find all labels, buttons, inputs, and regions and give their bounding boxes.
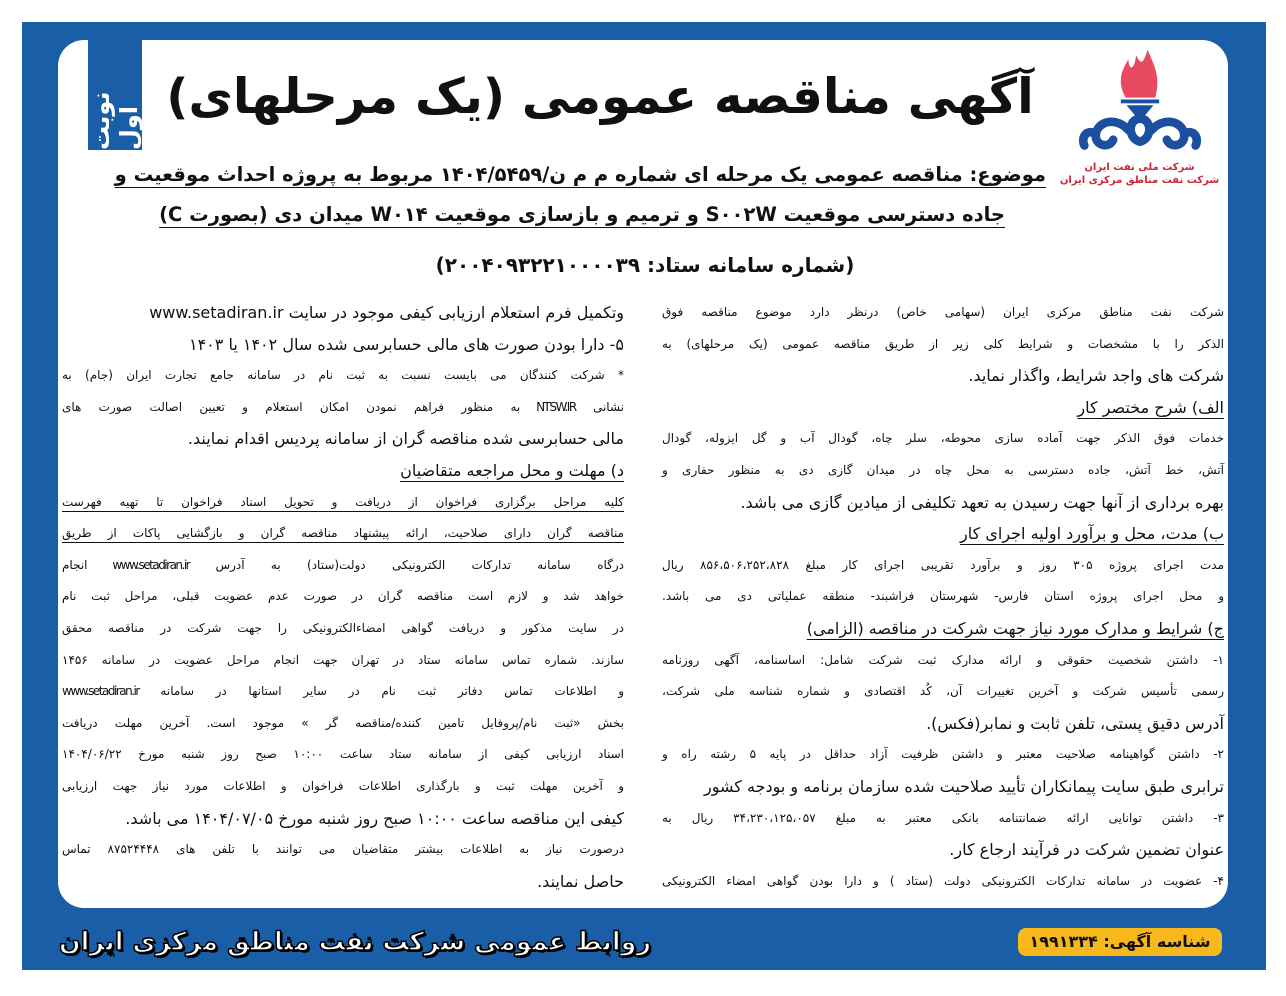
text-line-content: ۵- دارا بودن صورت های مالی حسابرسی شده سال ۱۴۰۲ یا ۱۴۰۳ [188, 334, 624, 354]
ad-id-badge: شناسه آگهی: ۱۹۹۱۳۳۴ [1018, 928, 1222, 956]
subject-line-2: جاده دسترسی موقعیت S۰۰۲W و ترمیم و بازسازی موقعیت W۰۱۴ میدان دی (بصورت C) [159, 203, 1005, 226]
text-line-content: بخش «ثبت نام/پروفایل تامین کننده/مناقصه گر » موجود است. آخرین مهلت دریافت [62, 715, 624, 730]
text-line [662, 834, 1224, 866]
text-line [62, 866, 624, 898]
logo-line-1: شرکت ملی نفت ایران [1084, 162, 1195, 173]
footer-public-relations: روابط عمومی شرکت نفت مناطق مرکزی ایران [58, 927, 652, 957]
company-logo [1052, 42, 1227, 192]
text-line-content: بهره برداری از آنها جهت رسیدن به تعهد تکلیفی از میادین گازی می باشد. [740, 492, 1224, 512]
text-line [62, 803, 624, 835]
text-line [662, 550, 1224, 582]
text-line [662, 866, 1224, 898]
text-line-content: وتکمیل فرم استعلام ارزیابی کیفی موجود در سایت www.setadiran.ir [149, 303, 624, 322]
text-line-content: الف) شرح مختصر کار [1077, 397, 1224, 417]
text-line-content: نشانی NTSW.IR به منظور فراهم نمودن امکان استعلام و تعیین اصالت صورت های [62, 399, 625, 414]
text-line [662, 297, 1224, 329]
logo-line-2: شرکت نفت مناطق مرکزی ایران [1059, 175, 1220, 186]
text-line-content: آدرس دقیق پستی، تلفن ثابت و نمابر(فکس). [926, 713, 1224, 733]
text-line [662, 739, 1224, 771]
text-line-content: در سایت مذکور و دریافت گواهی امضاءالکترونیکی را جهت شرکت در مناقصه محقق [62, 620, 624, 635]
text-line-content: درگاه سامانه تدارکات الکترونیکی دولت(ستاد) به آدرس www.setadiran.ir انجام [62, 557, 624, 572]
text-line-content: شرکت نفت مناطق مرکزی ایران (سهامی خاص) درنظر دارد موضوع مناقصه فوق [662, 305, 1224, 319]
text-line [62, 518, 624, 550]
text-line-content: ۴- عضویت در سامانه تدارکات الکترونیکی دولت (ستاد ) و دارا بودن گواهی امضاء الکترونیکی [662, 873, 1224, 888]
text-line-content: کلیه مراحل برگزاری فراخوان از دریافت و تحویل اسناد فراخوان تا تهیه فهرست [62, 494, 624, 509]
text-line [662, 771, 1224, 803]
text-line [662, 676, 1224, 708]
text-line-content: ۲- داشتن گواهینامه صلاحیت معتبر و داشتن ظرفیت آزاد حداقل در پایه ۵ رشته راه و [662, 747, 1224, 762]
text-line-content: خواهد شد و لازم است مناقصه گران در صورت عدم عضویت قبلی، مراحل ثبت نام [62, 589, 624, 604]
text-line-content: مالی حسابرسی شده مناقصه گران از سامانه پردیس اقدام نمایند. [187, 429, 624, 449]
text-line [662, 392, 1224, 424]
text-line [662, 613, 1224, 645]
text-line-content: و محل اجرای پروژه استان فارس- شهرستان فراشبند- منطقه عملیاتی دی می باشد. [662, 589, 1224, 604]
text-line [62, 297, 624, 329]
nioc-flame-logo-icon [1070, 42, 1210, 157]
text-line [62, 739, 624, 771]
text-line [62, 581, 624, 613]
text-line-content: د) مهلت و محل مراجعه متقاضیان [400, 460, 624, 480]
setad-number: (شماره سامانه ستاد: ۲۰۰۴۰۹۳۲۲۱۰۰۰۰۳۹) [435, 253, 855, 277]
text-line [62, 645, 624, 677]
text-line-content: رسمی تأسیس شرکت و آخرین تغییرات آن، کُد اقتصادی و شماره شناسه ملی شرکت، [662, 684, 1224, 699]
text-line-content: شرکت های واجد شرایط، واگذار نماید. [968, 366, 1224, 386]
text-line [662, 803, 1224, 835]
text-line [62, 676, 624, 708]
text-line-content: اسناد ارزیابی کیفی از سامانه ستاد ساعت ۱۰:۰۰ صبح روز شنبه مورخ ۱۴۰۴/۰۶/۲۲ [62, 747, 624, 762]
text-line [62, 771, 624, 803]
text-line-content: سازند. شماره تماس سامانه ستاد در تهران جهت انجام مراحل عضویت در سامانه ۱۴۵۶ [62, 652, 624, 667]
text-line-content: و آخرین مهلت ثبت و بارگذاری اطلاعات فراخوان و اطلاعات مورد نیاز جهت ارزیابی [62, 778, 624, 793]
text-line [62, 329, 624, 361]
text-line [662, 423, 1224, 455]
text-line-content: مناقصه گران دارای صلاحیت، ارائه پیشنهاد مناقصه گران و بازگشایی پاکات از طریق [62, 526, 624, 541]
text-line [662, 581, 1224, 613]
text-line [62, 708, 624, 740]
right-column [662, 297, 1224, 897]
text-line [662, 645, 1224, 677]
text-line [662, 360, 1224, 392]
text-line [662, 487, 1224, 519]
text-line-content: ۱- داشتن شخصیت حقوقی و ارائه مدارک ثبت شرکت شامل: اساسنامه، آگهی روزنامه [662, 652, 1224, 667]
text-line-content: مدت اجرای پروژه ۳۰۵ روز و برآورد تقریبی اجرای کار مبلغ ۸۵۶،۵۰۶،۲۵۲،۸۲۸ ریال [662, 557, 1225, 572]
text-line-content: آتش، خط آتش، جاده دسترسی به محل چاه در میدان گازی دی به منظور حفاری و [662, 462, 1224, 477]
text-line [62, 550, 624, 582]
left-column [62, 297, 624, 897]
ad-title: آگهی مناقصه عمومی (یک مرحلهای) [166, 69, 1034, 125]
text-line-content: ترابری طبق سایت پیمانکاران تأیید صلاحیت شده سازمان برنامه و بودجه کشور [704, 776, 1224, 796]
text-line [62, 613, 624, 645]
text-line [662, 708, 1224, 740]
text-line [62, 455, 624, 487]
text-line-content: درصورت نیاز به اطلاعات بیشتر متقاضیان می توانند با تلفن های ۸۷۵۲۴۴۴۸ تماس [62, 842, 624, 857]
text-line [62, 834, 624, 866]
text-line-content: خدمات فوق الذکر جهت آماده سازی محوطه، سلر چاه، گودال آب و گل ایزوله، گودال [662, 431, 1224, 446]
text-line [62, 423, 624, 455]
text-line-content: * شرکت کنندگان می بایست نسبت به ثبت نام در سامانه جامع تجارت ایران (جام) به [62, 368, 624, 383]
text-line-content: ۳- داشتن توانایی ارائه ضمانتنامه بانکی معتبر به مبلغ ۳۴،۲۳۰،۱۲۵،۰۵۷ ریال به [662, 810, 1224, 825]
text-line [62, 392, 624, 424]
text-line-content: الذکر را با مشخصات و شرایط کلی زیر از طریق مناقصه عمومی (یک مرحلهای) به [662, 336, 1224, 351]
text-line-content: کیفی این مناقصه ساعت ۱۰:۰۰ صبح روز شنبه مورخ ۱۴۰۴/۰۷/۰۵ می باشد. [125, 808, 624, 828]
subject-line-1: موضوع: مناقصه عمومی یک مرحله ای شماره م م ن/۱۴۰۴/۵۴۵۹ مربوط به پروژه احداث موقعیت و [114, 163, 1046, 186]
text-line [62, 487, 624, 519]
text-line [662, 455, 1224, 487]
turn-badge: نوبت اول [88, 40, 142, 150]
text-line [662, 518, 1224, 550]
text-line [62, 360, 624, 392]
text-line-content: ب) مدت، محل و برآورد اولیه اجرای کار [960, 524, 1224, 544]
text-line-content: عنوان تضمین شرکت در فرآیند ارجاع کار. [949, 840, 1224, 860]
text-line-content: و اطلاعات تماس دفاتر ثبت نام در سایر استانها در سامانه www.setadiran.ir [62, 684, 624, 699]
text-line-content: حاصل نمایند. [537, 871, 624, 891]
text-line [662, 329, 1224, 361]
text-line-content: ج) شرایط و مدارک مورد نیاز جهت شرکت در مناقصه (الزامی) [806, 618, 1224, 638]
